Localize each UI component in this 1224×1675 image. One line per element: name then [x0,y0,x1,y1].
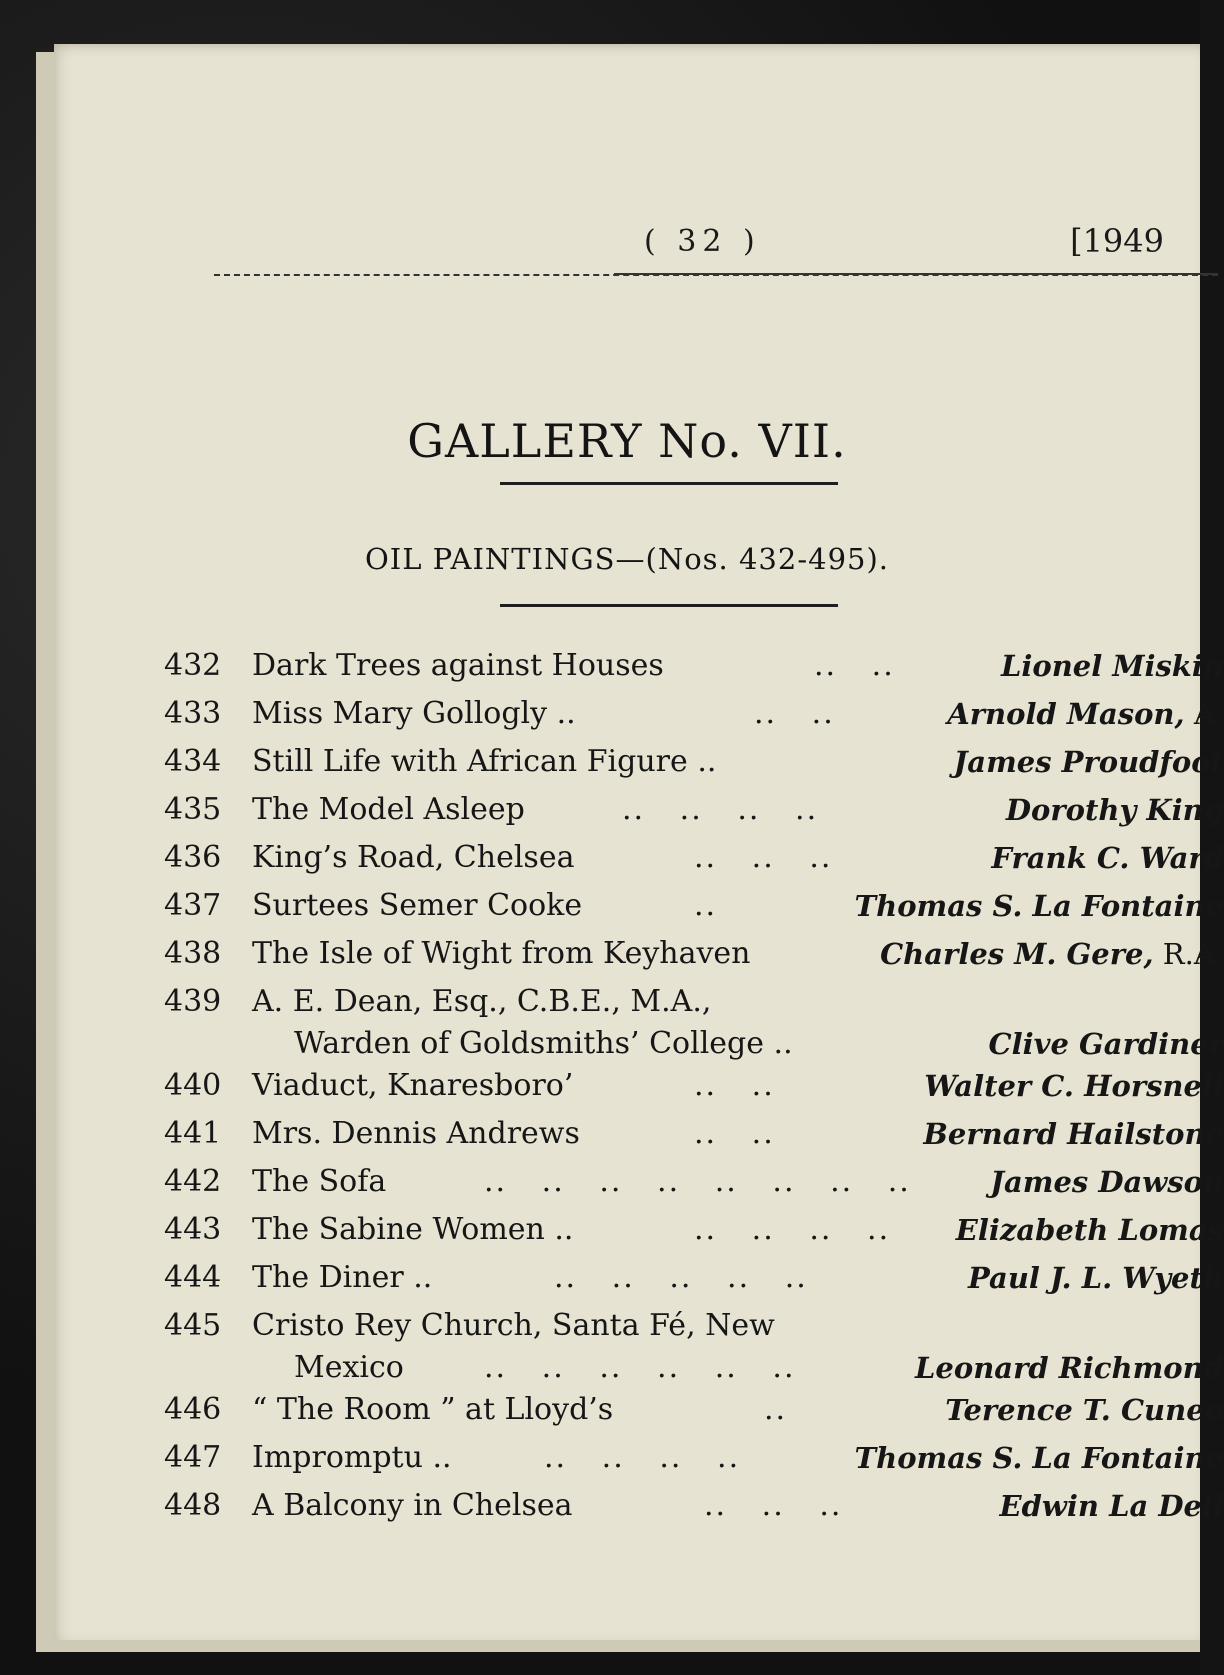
header-rule-solid [614,273,1218,275]
entry-title: The Diner .. [252,1260,433,1295]
gallery-title: GALLERY No. VII. [407,414,847,468]
entry-number: 435 [164,792,222,827]
list-item [164,930,1224,978]
list-item [164,1254,1224,1302]
entry-number: 433 [164,696,222,731]
entry-number: 441 [164,1116,222,1151]
entry-number: 447 [164,1440,222,1475]
list-item [164,642,1224,690]
entry-title: Viaduct, Knaresboro’ [252,1068,574,1103]
entry-title: The Sabine Women .. [252,1212,574,1247]
entry-artist: Terence T. Cuneo [945,1393,1224,1427]
leader-dots: .. .. [814,648,895,683]
leader-dots: .. .. [694,1116,775,1151]
entry-title: “ The Room ” at Lloyd’s [252,1392,614,1427]
subtitle-rule [500,604,838,607]
entry-number: 443 [164,1212,222,1247]
entry-artist: Clive Gardiner [988,1027,1224,1061]
entry-number: 438 [164,936,222,971]
entry-title: King’s Road, Chelsea [252,840,575,875]
list-item [164,1062,1224,1110]
entry-number: 446 [164,1392,222,1427]
entry-artist: Lionel Miskin [1000,649,1224,683]
list-item [164,1482,1224,1530]
entry-title-continued: Warden of Goldsmiths’ College .. [294,1026,793,1061]
entries-list [164,642,1224,1530]
entry-number: 442 [164,1164,222,1199]
catalogue-page [54,44,1224,1640]
list-item [164,834,1224,882]
entry-title: A Balcony in Chelsea [252,1488,573,1523]
list-item [164,1158,1224,1206]
list-item [164,1434,1224,1482]
entry-artist: Dorothy King [1005,793,1224,827]
list-item [164,978,1224,1062]
entry-title: The Model Asleep [252,792,525,827]
list-item [164,690,1224,738]
entry-number: 439 [164,984,222,1019]
entry-artist: James Dawson [990,1165,1224,1199]
entry-artist: Arnold Mason, A. [947,697,1224,731]
leader-dots: .. .. .. .. .. .. .. .. [484,1164,911,1199]
list-item [164,882,1224,930]
entry-number: 445 [164,1308,222,1343]
leader-dots: .. .. .. .. .. [554,1260,808,1295]
entry-number: 437 [164,888,222,923]
section-subtitle: OIL PAINTINGS—(Nos. 432-495). [364,542,890,576]
list-item [164,1302,1224,1386]
header-year: [1949 [1070,222,1164,260]
entry-title: Impromptu .. [252,1440,452,1475]
leader-dots: .. .. .. [704,1488,843,1523]
list-item [164,786,1224,834]
list-item [164,1206,1224,1254]
leader-dots: .. [694,888,718,923]
entry-title: Cristo Rey Church, Santa Fé, New [252,1308,775,1343]
entry-artist: James Proudfoot [953,745,1224,779]
entry-artist: Frank C. Ward [991,841,1224,875]
leader-dots: .. .. [694,1068,775,1103]
leader-dots: .. .. .. .. .. .. [484,1350,796,1385]
entry-title: Miss Mary Gollogly .. [252,696,576,731]
entry-title: A. E. Dean, Esq., C.B.E., M.A., [252,984,712,1019]
list-item [164,1386,1224,1434]
leader-dots: .. .. .. [694,840,833,875]
title-rule [500,482,838,485]
entry-artist: Paul J. L. Wyeth [968,1261,1224,1295]
entry-artist: Leonard Richmond [915,1351,1224,1385]
entry-title: Dark Trees against Houses [252,648,664,683]
leader-dots: .. .. .. .. [622,792,819,827]
entry-artist: Thomas S. La Fontaine [854,889,1224,923]
leader-dots: .. .. [754,696,835,731]
entry-number: 434 [164,744,222,779]
entry-number: 432 [164,648,222,683]
entry-artist: Charles M. Gere, R.A. [880,937,1224,971]
page-number: ( 32 ) [644,224,761,259]
entry-number: 440 [164,1068,222,1103]
entry-title: The Isle of Wight from Keyhaven [252,936,751,971]
entry-title: Mrs. Dennis Andrews [252,1116,580,1151]
list-item [164,1110,1224,1158]
leader-dots: .. .. .. .. [544,1440,741,1475]
leader-dots: .. .. .. .. [694,1212,891,1247]
entry-number: 436 [164,840,222,875]
entry-artist: Edwin La Dell [999,1489,1224,1523]
entry-number: 448 [164,1488,222,1523]
entry-artist: Bernard Hailstone [923,1117,1224,1151]
entry-artist: Thomas S. La Fontaine [854,1441,1224,1475]
entry-artist: Elizabeth Lomas [955,1213,1224,1247]
entry-title: Surtees Semer Cooke [252,888,583,923]
entry-title-continued: Mexico [294,1350,404,1385]
entry-title: The Sofa [252,1164,387,1199]
leader-dots: .. [764,1392,788,1427]
entry-number: 444 [164,1260,222,1295]
entry-artist: Walter C. Horsnell [924,1069,1224,1103]
list-item [164,738,1224,786]
entry-title: Still Life with African Figure .. [252,744,717,779]
